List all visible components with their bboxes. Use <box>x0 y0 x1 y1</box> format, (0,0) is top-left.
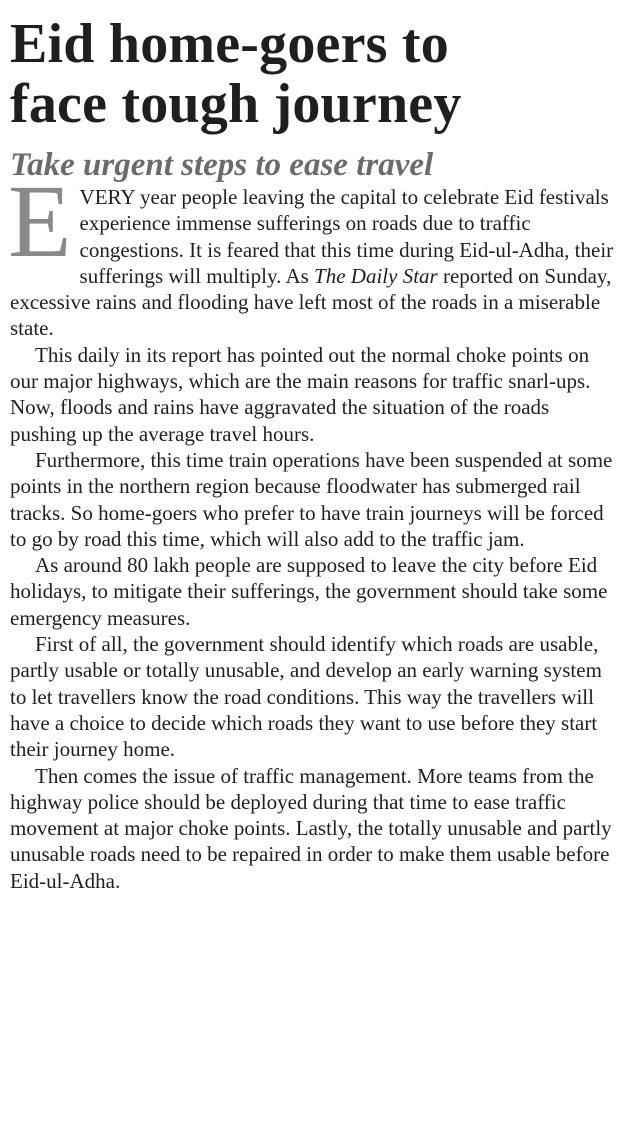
headline-line-1: Eid home-goers to <box>10 13 449 75</box>
paragraph-1-text-b: reported on Sunday, excessive rains and flooding have left most of the roads in a miserable state. <box>10 263 612 341</box>
publication-name: The Daily Star <box>314 263 438 288</box>
headline-line-2: face tough journey <box>10 73 462 135</box>
paragraph-4: As around 80 lakh people are supposed to leave the city before Eid holidays, to mitigate their sufferings, the government should take some emergency measures. <box>10 553 608 630</box>
paragraph-5: First of all, the government should identify which roads are usable, partly usable or totally unusable, and develop an early warning system to let travellers know the road conditions. This way the travellers will have a choice to decide which roads they want to use before they start their journey home. <box>10 632 602 762</box>
drop-cap: E <box>8 164 72 279</box>
headline <box>10 14 618 134</box>
paragraph-3: Furthermore, this time train operations have been suspended at some points in the northern region because floodwater has submerged rail tracks. So home-goers who prefer to have train journeys will be forced to go by road this time, which will also add to the traffic jam. <box>10 447 613 551</box>
subheadline: Take urgent steps to ease travel <box>10 147 434 183</box>
paragraph-6: Then comes the issue of traffic management. More teams from the highway police should be deployed during that time to ease traffic movement at major choke points. Lastly, the totally unusable and partly unusable roads need to be repaired in order to make them usable before Eid-ul-Adha. <box>10 763 612 893</box>
paragraph-2: This daily in its report has pointed out the normal choke points on our major highways, which are the main reasons for traffic snarl-ups. Now, floods and rains have aggravated the situation of the roads pushing up the average travel hours. <box>10 342 591 446</box>
paragraph-1-text-a: VERY year people leaving the capital to celebrate Eid festivals experience immense sufferings on roads due to traffic congestions. It is feared that this time during Eid-ul-Adha, their sufferings will multiply. As <box>79 185 614 288</box>
editorial-article <box>10 14 618 894</box>
